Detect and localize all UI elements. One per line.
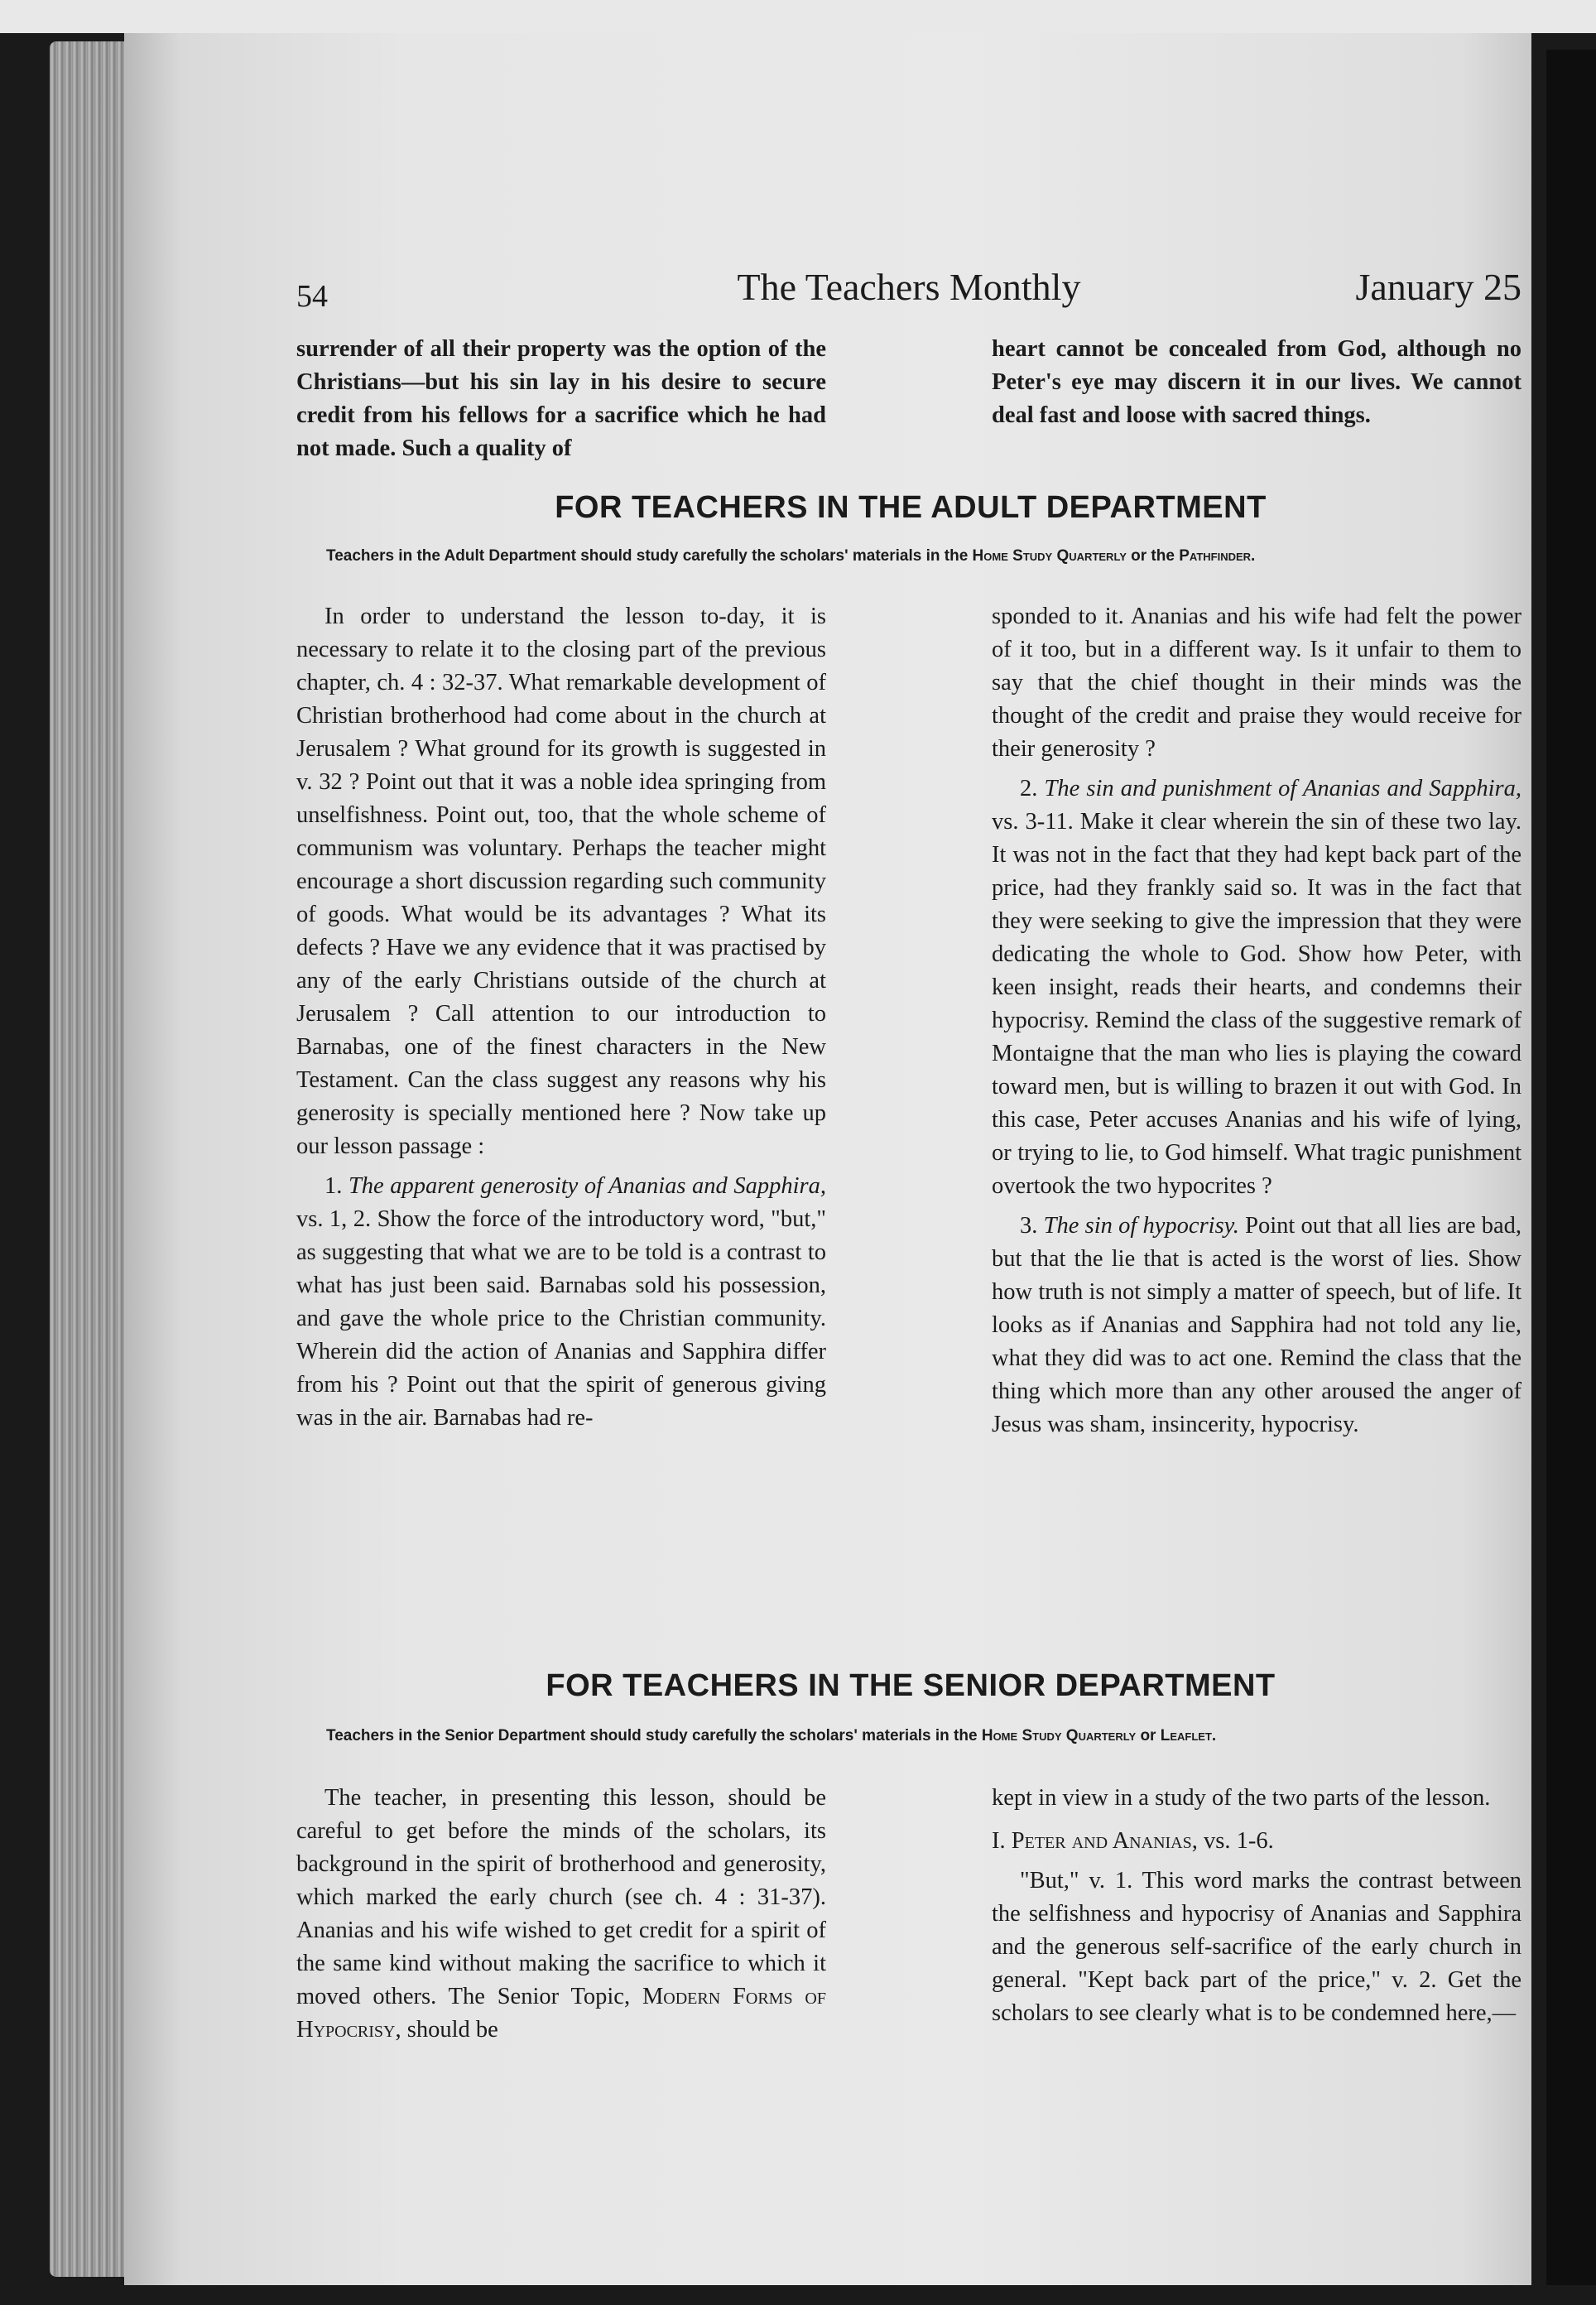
continuation-right-column <box>992 333 1521 472</box>
adult-point-3-body: Point out that all lies are bad, but that the lie that is acted is the worst of lies. Show how truth is not simply a matter of speech, but of life. It looks as if Ananias and Sapphira had not told any lie, what they did was to act one. Remind the class that the thing which more than any other aroused the anger of Jesus was sham, insincerity, hypocrisy. <box>992 1213 1522 1437</box>
adult-columns <box>296 600 1521 1448</box>
page-number: 54 <box>296 279 328 314</box>
senior-subheading-title: Peter and Ananias <box>1011 1828 1192 1854</box>
adult-left-column <box>296 600 826 1448</box>
senior-note-publication: Home Study Quarterly <box>981 1727 1137 1744</box>
adult-note-end: . <box>1251 547 1256 565</box>
adult-point-3-number: 3. <box>1020 1213 1044 1239</box>
adult-right-column <box>992 600 1521 1448</box>
scan-top-margin <box>0 0 1596 33</box>
adult-point-2-paragraph <box>992 772 1521 1203</box>
continuation-columns <box>296 333 1521 472</box>
running-date: January 25 <box>1355 266 1521 308</box>
adult-point-3-title: The sin of hypocrisy. <box>1043 1213 1239 1239</box>
adult-continuation-paragraph: sponded to it. Ananias and his wife had felt the power of it too, but in a different way. Is it unfair to them to say that the chief thought in their minds was the thought of the credit and praise they would receive for their generosity ? <box>992 604 1521 762</box>
adult-note-publication: Home Study Quarterly <box>972 547 1127 565</box>
senior-left-column <box>296 1782 826 2053</box>
senior-note-text: Teachers in the Senior Department should study carefully the scholars' materials in the <box>326 1727 982 1744</box>
adult-point-1-body: vs. 1, 2. Show the force of the introductory word, "but," as suggesting that what we are to be told is a contrast to what has just been said. Barnabas sold his possession, and gave the whole price to the Christian community. Wherein did the action of Ananias and Sapphira differ from his ? Point out that the spirit of generous giving was in the air. Barnabas had re- <box>296 1206 826 1431</box>
continuation-right-paragraph: heart cannot be concealed from God, although no Peter's eye may discern it in our lives. We cannot deal fast and loose with sacred things. <box>992 336 1521 428</box>
adult-note-text: Teachers in the Adult Department should study carefully the scholars' materials in the <box>326 547 973 565</box>
adult-point-2-body: vs. 3-11. Make it clear wherein the sin of these two lay. It was not in the fact that they had kept back part of the price, had they frankly said so. It was in the fact that they were seeking to give the impression that they were dedicating the whole to God. Show how Peter, with keen insight, reads their hearts, and condemns their hypocrisy. Remind the class of the suggestive remark of Montaigne that the man who lies is playing the coward toward men, but is willing to brazen it out with God. In this case, Peter accuses Ananias and his wife of lying, or trying to lie, to God himself. What tragic punishment overtook the two hypocrites ? <box>992 809 1521 1199</box>
adult-point-2-number: 2. <box>1020 776 1045 801</box>
senior-section-note <box>298 1726 1523 1745</box>
senior-intro-text: The teacher, in presenting this lesson, should be careful to get before the minds of the scholars, its background in the spirit of brotherhood and generosity, which marked the early church (see ch. 4 : 31-37). Ananias and his wife wished to get credit for a spirit of the same kind without making the sacrifice to which it moved others. The Senior Topic, <box>296 1785 826 2009</box>
adult-point-3-paragraph <box>992 1210 1521 1441</box>
adult-point-1-number: 1. <box>324 1173 349 1199</box>
senior-subheading <box>992 1825 1521 1858</box>
senior-note-end: . <box>1211 1727 1217 1744</box>
adult-intro-paragraph: In order to understand the lesson to-day, it is necessary to relate it to the closing part of the previous chapter, ch. 4 : 32-37. What remarkable development of Christian brotherhood had come about in the church at Jerusalem ? What ground for its growth is suggested in v. 32 ? Point out that it was a noble idea springing from unselfishness. Point out, too, that the whole scheme of communism was voluntary. Perhaps the teacher might encourage a short discussion regarding such community of goods. What would be its advantages ? What its defects ? Have we any evidence that it was practised by any of the early Christians outside of the church at Jerusalem ? Call attention to our introduction to Barnabas, one of the finest characters in the New Testament. Can the class suggest any reasons why his generosity is specially mentioned here ? Now take up our lesson passage : <box>296 604 826 1159</box>
senior-note-connector: or <box>1136 1727 1161 1744</box>
adult-note-publication-alt: Pathfinder <box>1179 547 1252 565</box>
senior-columns <box>296 1782 1521 2053</box>
senior-subheading-number: I. <box>992 1828 1012 1854</box>
running-title: The Teachers Monthly <box>737 266 1081 308</box>
senior-topic-title: Modern Forms of Hypocrisy <box>296 1984 826 2043</box>
adult-point-1-title: The apparent generosity of Ananias and Sapphira, <box>348 1173 827 1199</box>
book-page <box>124 33 1531 2285</box>
senior-continuation-paragraph: kept in view in a study of the two parts of the lesson. <box>992 1785 1491 1811</box>
senior-intro-end: , should be <box>395 2017 498 2043</box>
senior-right-column <box>992 1782 1521 2053</box>
senior-note-publication-alt: Leaflet <box>1160 1727 1212 1744</box>
running-header <box>296 258 1521 316</box>
adult-section-heading: FOR TEACHERS IN THE ADULT DEPARTMENT <box>555 490 1267 525</box>
senior-subheading-ref: , vs. 1-6. <box>1191 1828 1274 1854</box>
adult-section-note <box>298 546 1523 565</box>
adult-point-1-paragraph <box>296 1170 826 1435</box>
scan-right-border <box>1546 50 1596 2285</box>
continuation-left-paragraph: surrender of all their property was the option of the Christians—but his sin lay in his desire to secure credit from his fellows for a sacrifice which he had not made. Such a quality of <box>296 336 826 461</box>
continuation-left-column <box>296 333 826 472</box>
senior-section-heading: FOR TEACHERS IN THE SENIOR DEPARTMENT <box>546 1668 1276 1703</box>
senior-intro-paragraph <box>296 1782 826 2047</box>
adult-point-2-title: The sin and punishment of Ananias and Sapphira, <box>1044 776 1521 801</box>
adult-note-connector: or the <box>1126 547 1180 565</box>
senior-but-paragraph: "But," v. 1. This word marks the contrast between the selfishness and hypocrisy of Ananias and Sapphira and the generous self-sacrifice of the early church in general. "Kept back part of the price," v. 2. Get the scholars to see clearly what is to be condemned here,— <box>992 1868 1521 2026</box>
